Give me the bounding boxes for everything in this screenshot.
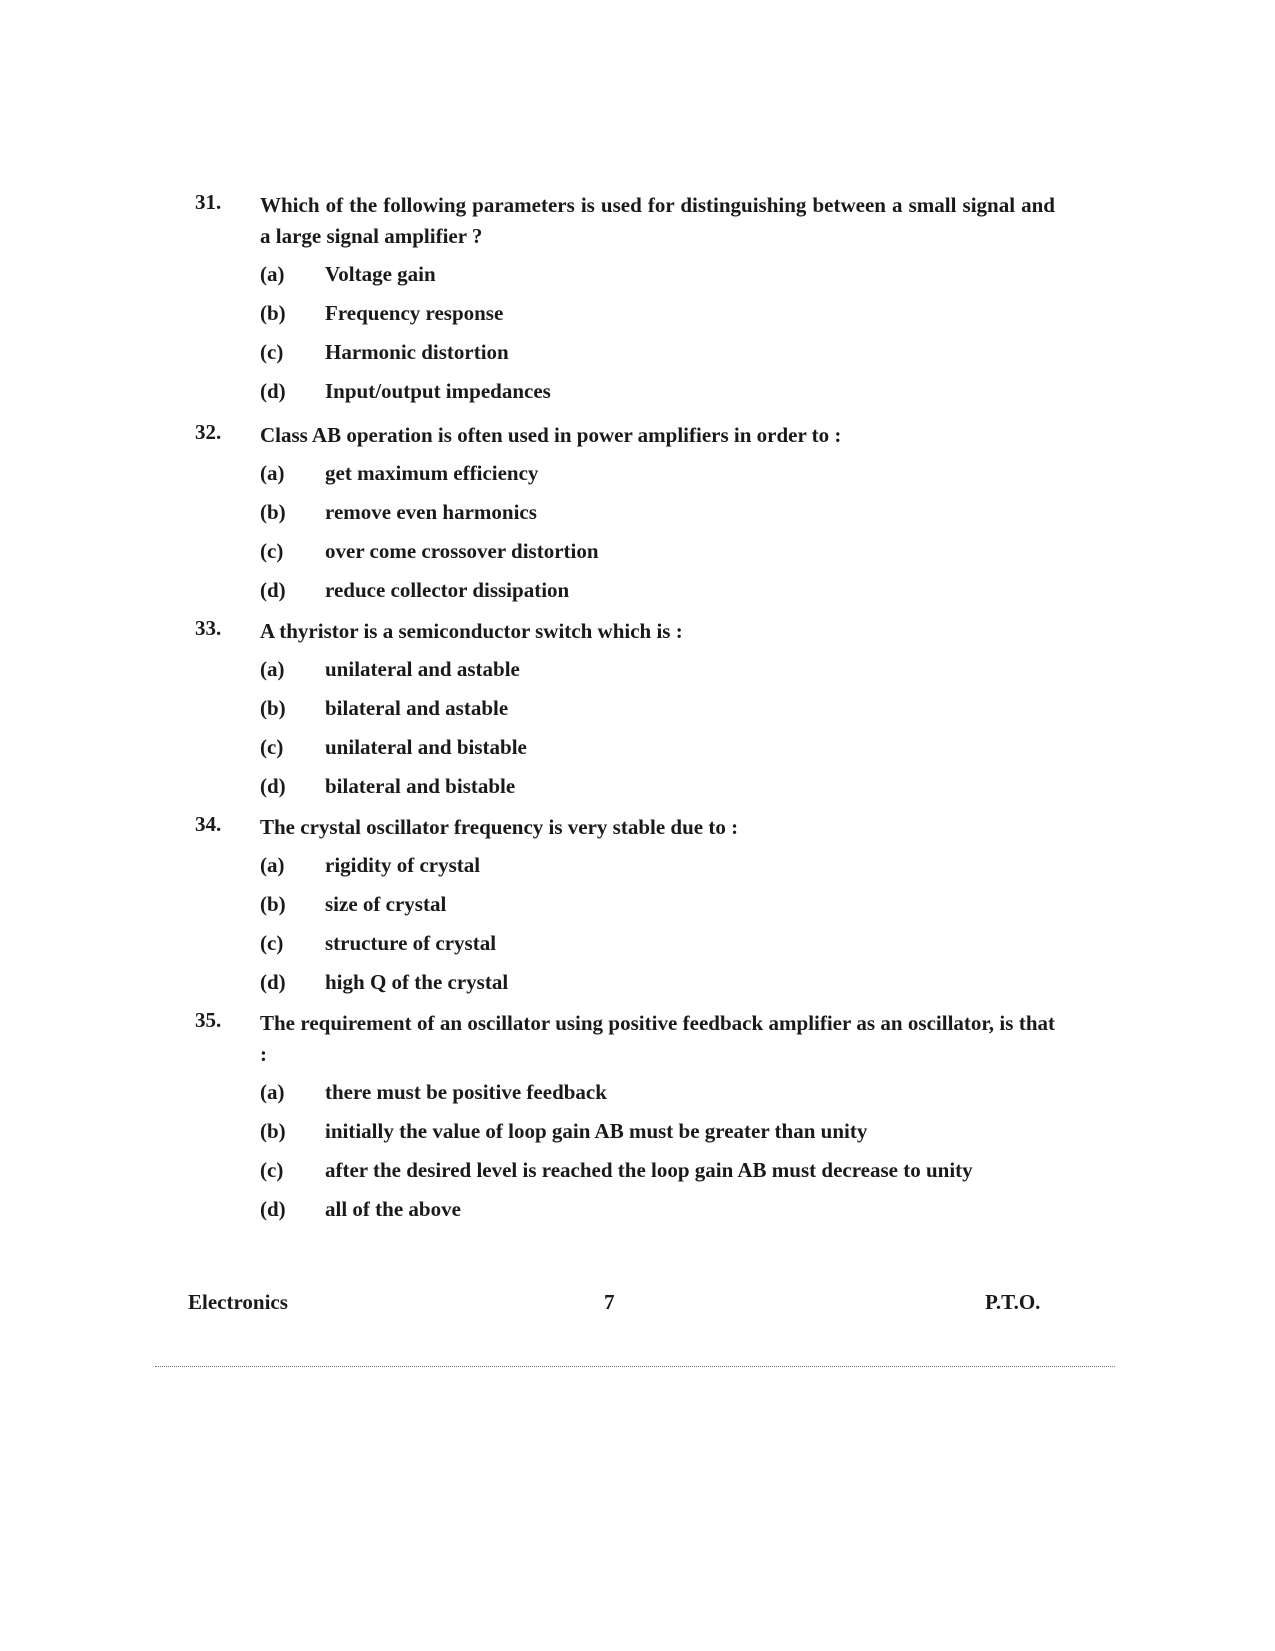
- option-d: [260, 376, 1055, 415]
- option-text: Harmonic distortion: [325, 340, 509, 364]
- option-c: [260, 928, 1055, 967]
- option-label: (c): [260, 735, 284, 759]
- option-d: [260, 771, 1055, 810]
- footer-pto: P.T.O.: [985, 1290, 1041, 1314]
- question-number: 34.: [195, 812, 222, 836]
- option-label: (c): [260, 1158, 284, 1182]
- option-b: [260, 497, 1055, 536]
- option-d: [260, 967, 1055, 1006]
- option-b: [260, 1116, 1055, 1155]
- option-text: over come crossover distortion: [325, 539, 599, 563]
- option-label: (c): [260, 539, 284, 563]
- option-label: (a): [260, 1080, 285, 1104]
- question-32: [195, 420, 1055, 614]
- option-text: all of the above: [325, 1197, 461, 1221]
- option-a: [260, 654, 1055, 693]
- option-text: get maximum efficiency: [325, 461, 539, 485]
- option-b: [260, 889, 1055, 928]
- question-text: A thyristor is a semiconductor switch which is :: [260, 619, 683, 643]
- option-text: Voltage gain: [325, 262, 436, 286]
- option-text: Frequency response: [325, 301, 504, 325]
- option-label: (b): [260, 892, 286, 916]
- question-35: [195, 1008, 1055, 1233]
- question-text: Class AB operation is often used in power amplifiers in order to :: [260, 423, 842, 447]
- option-label: (b): [260, 301, 286, 325]
- options-list: [260, 458, 1055, 614]
- option-c: [260, 1155, 1055, 1194]
- option-text: size of crystal: [325, 892, 447, 916]
- option-c: [260, 337, 1055, 376]
- option-text: unilateral and bistable: [325, 735, 527, 759]
- question-number: 33.: [195, 616, 222, 640]
- page-divider: [155, 1366, 1115, 1367]
- option-label: (b): [260, 1119, 286, 1143]
- option-label: (a): [260, 262, 285, 286]
- option-a: [260, 458, 1055, 497]
- question-number: 35.: [195, 1008, 222, 1032]
- option-a: [260, 259, 1055, 298]
- option-text: there must be positive feedback: [325, 1080, 607, 1104]
- option-d: [260, 1194, 1055, 1233]
- option-text: rigidity of crystal: [325, 853, 481, 877]
- question-31: [195, 190, 1055, 415]
- option-text: unilateral and astable: [325, 657, 520, 681]
- option-label: (d): [260, 379, 286, 403]
- question-34: [195, 812, 1055, 1006]
- options-list: [260, 654, 1055, 810]
- option-b: [260, 693, 1055, 732]
- option-a: [260, 850, 1055, 889]
- question-text: The crystal oscillator frequency is very stable due to :: [260, 815, 739, 839]
- option-b: [260, 298, 1055, 337]
- option-label: (b): [260, 696, 286, 720]
- footer-page-number: 7: [604, 1290, 615, 1314]
- options-list: [260, 1077, 1055, 1233]
- option-label: (d): [260, 1197, 286, 1221]
- option-c: [260, 536, 1055, 575]
- option-text: remove even harmonics: [325, 500, 537, 524]
- question-number: 32.: [195, 420, 222, 444]
- options-list: [260, 850, 1055, 1006]
- option-text: high Q of the crystal: [325, 970, 509, 994]
- options-list: [260, 259, 1055, 415]
- footer-subject: Electronics: [188, 1290, 288, 1314]
- option-text: initially the value of loop gain AB must be greater than unity: [325, 1119, 868, 1143]
- question-text: Which of the following parameters is used for distinguishing between a small signal and a large signal amplifier ?: [260, 193, 1055, 248]
- option-label: (d): [260, 578, 286, 602]
- option-a: [260, 1077, 1055, 1116]
- option-text: reduce collector dissipation: [325, 578, 570, 602]
- option-text: bilateral and astable: [325, 696, 509, 720]
- question-text: The requirement of an oscillator using positive feedback amplifier as an oscillator, is that :: [260, 1011, 1055, 1066]
- option-label: (a): [260, 657, 285, 681]
- option-label: (c): [260, 931, 284, 955]
- option-text: bilateral and bistable: [325, 774, 516, 798]
- option-d: [260, 575, 1055, 614]
- option-label: (a): [260, 461, 285, 485]
- option-label: (d): [260, 970, 286, 994]
- option-text: after the desired level is reached the loop gain AB must decrease to unity: [325, 1158, 973, 1182]
- question-number: 31.: [195, 190, 222, 214]
- option-label: (c): [260, 340, 284, 364]
- option-text: structure of crystal: [325, 931, 497, 955]
- question-33: [195, 616, 1055, 810]
- option-c: [260, 732, 1055, 771]
- option-text: Input/output impedances: [325, 379, 551, 403]
- option-label: (a): [260, 853, 285, 877]
- option-label: (d): [260, 774, 286, 798]
- option-label: (b): [260, 500, 286, 524]
